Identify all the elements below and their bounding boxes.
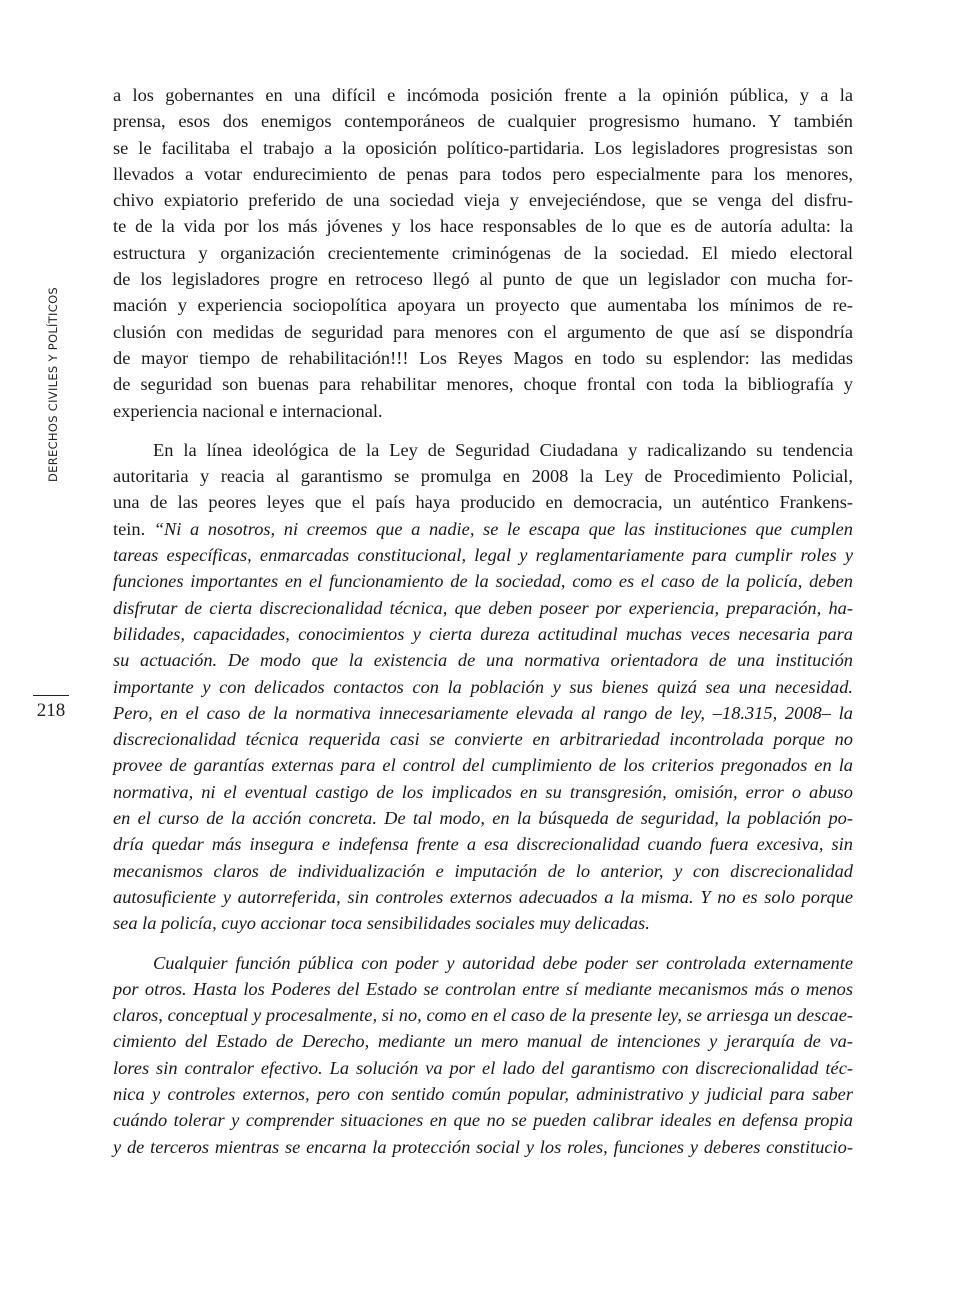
running-section-label: DERECHOS CIVILES Y POLÍTICOS	[46, 286, 60, 482]
text-line-mixed	[113, 516, 853, 542]
body-text	[113, 82, 853, 1160]
text-line: mación y experiencia sociopolítica apoyara un proyecto que aumentaba los mínimos de re-	[113, 295, 853, 316]
text-line: autoritaria y reacia al garantismo se promulga en 2008 la Ley de Procedimiento Policial,	[113, 466, 853, 487]
text-line: estructura y organización crecientemente criminógenas de la sociedad. El miedo electoral	[113, 242, 853, 263]
quote-line: por otros. Hasta los Poderes del Estado se controlan entre sí mediante mecanismos más o menos	[113, 978, 853, 999]
text-line: una de las peores leyes que el país haya producido en democracia, un auténtico Frankens-	[113, 492, 853, 513]
paragraph-3	[113, 950, 853, 1160]
text-line: chivo expiatorio preferido de una sociedad vieja y envejeciéndose, que se venga del disfru-	[113, 190, 853, 211]
text-line: te de la vida por los más jóvenes y los hace responsables de lo que es de autoría adulta: la	[113, 216, 853, 237]
text-line: a los gobernantes en una difícil e incómoda posición frente a la opinión pública, y a la	[113, 85, 853, 105]
quote-line: discrecionalidad técnica requerida casi se convierte en arbitrariedad incontrolada porque no	[113, 729, 853, 750]
quote-line: autosuficiente y autorreferida, sin controles externos adecuados a la misma. Y no es solo porque	[113, 886, 853, 907]
quote-line: Pero, en el caso de la normativa innecesariamente elevada al rango de ley, –18.315, 2008– la	[113, 702, 853, 723]
quote-line: en el curso de la acción concreta. De tal modo, en la búsqueda de seguridad, la población po-	[113, 808, 853, 829]
quote-line: cimiento del Estado de Derecho, mediante un mero manual de intenciones y jerarquía de va-	[113, 1031, 853, 1052]
quote-line: importante y con delicados contactos con la población y sus bienes quizá sea una necesidad.	[113, 676, 853, 697]
quote-line: Cualquier función pública con poder y autoridad debe poder ser controlada externamente	[153, 952, 853, 973]
quote-italic-run: “Ni a nosotros, ni creemos que a nadie, se le escapa que las instituciones que cumplen	[153, 518, 853, 539]
quote-line: lores sin contralor efectivo. La solución va por el lado del garantismo con discrecionalidad téc-	[113, 1057, 853, 1078]
text-line: llevados a votar endurecimiento de penas para todos pero especialmente para los menores,	[113, 163, 853, 184]
quote-line: provee de garantías externas para el control del cumplimiento de los criterios pregonados en la	[113, 755, 853, 776]
text-line: de los legisladores progre en retroceso llegó al punto de que un legislador con mucha for-	[113, 269, 853, 290]
quote-line: dría quedar más insegura e indefensa frente a esa discrecionalidad cuando fuera excesiva, sin	[113, 834, 853, 855]
quote-line: sea la policía, cuyo accionar toca sensibilidades sociales muy delicadas.	[113, 913, 650, 934]
page-number-rule	[33, 695, 69, 696]
quote-line: su actuación. De modo que la existencia de una normativa orientadora de una institución	[113, 650, 853, 671]
quote-line: bilidades, capacidades, conocimientos y cierta dureza actitudinal muchas veces necesaria para	[113, 623, 853, 644]
quote-line: mecanismos claros de individualización e imputación de lo anterior, y con discrecionalidad	[113, 860, 853, 881]
paragraph-2	[113, 437, 853, 937]
paragraph-1	[113, 82, 853, 424]
quote-line: funciones importantes en el funcionamiento de la sociedad, como es el caso de la policía, deben	[113, 571, 853, 592]
text-line: de mayor tiempo de rehabilitación!!! Los Reyes Magos en todo su esplendor: las medidas	[113, 347, 853, 368]
quote-line: cuándo tolerar y comprender situaciones en que no se pueden calibrar ideales en defensa propia	[113, 1110, 853, 1131]
page-number: 218	[36, 700, 66, 721]
text-line: de seguridad son buenas para rehabilitar menores, choque frontal con toda la bibliografía y	[113, 374, 853, 395]
text-line: prensa, esos dos enemigos contemporáneos de cualquier progresismo humano. Y también	[113, 111, 853, 132]
quote-line: y de terceros mientras se encarna la protección social y los roles, funciones y deberes constitucio-	[113, 1136, 853, 1157]
quote-line: nica y controles externos, pero con sentido común popular, administrativo y judicial para saber	[113, 1083, 853, 1104]
text-line: experiencia nacional e internacional.	[113, 400, 383, 421]
text-line: En la línea ideológica de la Ley de Seguridad Ciudadana y radicalizando su tendencia	[153, 439, 853, 460]
quote-line: claros, conceptual y procesalmente, si no, como en el caso de la presente ley, se arriesga un descae-	[113, 1005, 853, 1026]
text-roman-run: tein.	[113, 518, 154, 539]
text-line: se le facilitaba el trabajo a la oposición político-partidaria. Los legisladores progresistas son	[113, 137, 853, 158]
quote-line: disfrutar de cierta discrecionalidad técnica, que deben poseer por experiencia, preparación, ha-	[113, 597, 853, 618]
quote-line: tareas específicas, enmarcadas constitucional, legal y reglamentariamente para cumplir roles y	[113, 545, 853, 566]
text-line: clusión con medidas de seguridad para menores con el argumento de que así se dispondría	[113, 321, 853, 342]
quote-line: normativa, ni el eventual castigo de los implicados en su transgresión, omisión, error o abuso	[113, 781, 853, 802]
